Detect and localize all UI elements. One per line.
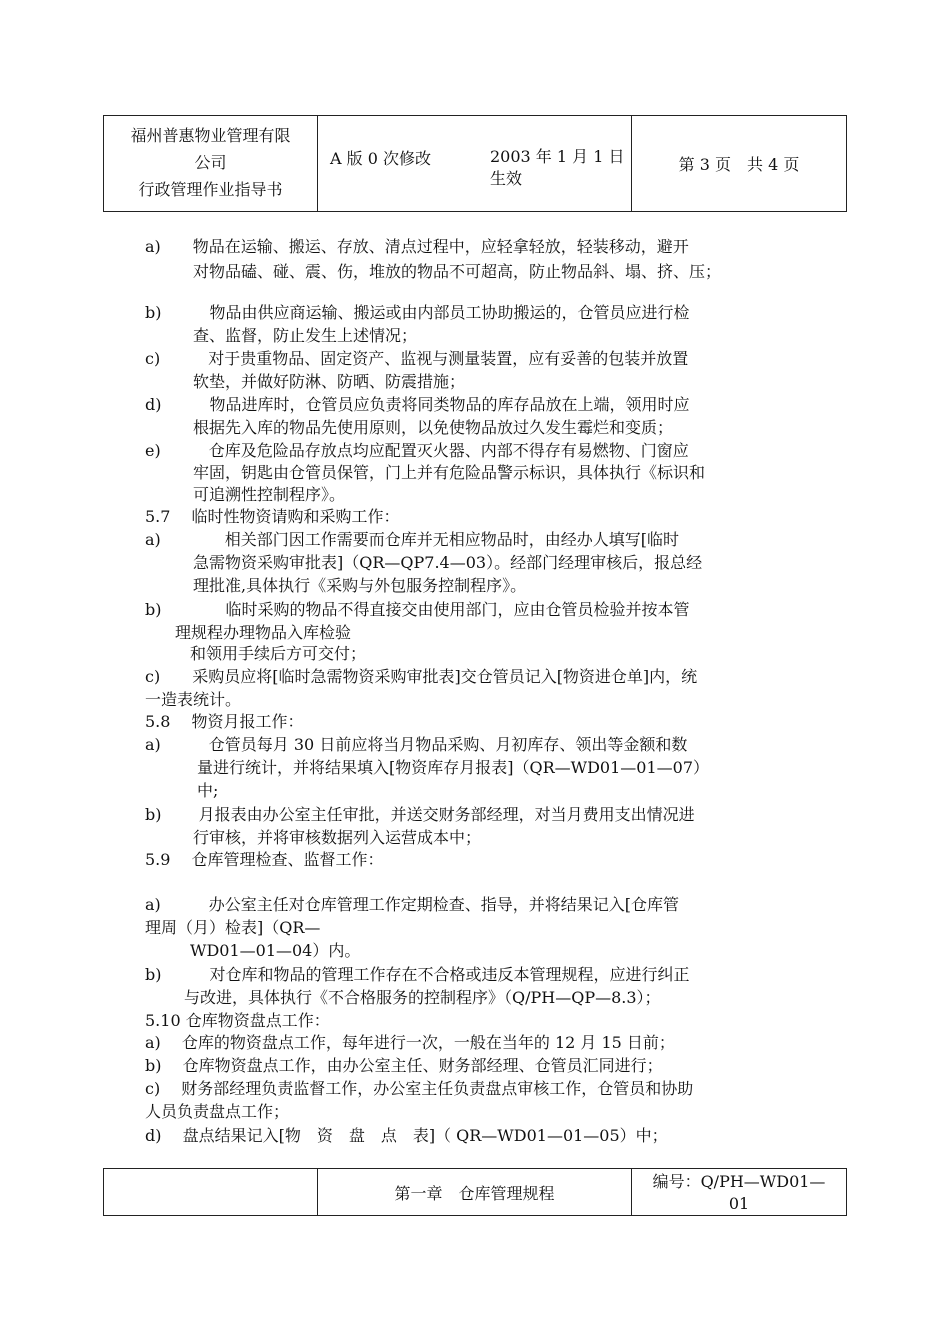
body-line: a) 物品在运输、搬运、存放、清点过程中，应轻拿轻放，轻装移动，避开 bbox=[145, 237, 689, 256]
body-line: 可追溯性控制程序》。 bbox=[193, 485, 346, 504]
body-line: 软垫，并做好防淋、防晒、防震措施； bbox=[193, 372, 466, 391]
body-line: b) 仓库物资盘点工作，由办公室主任、财务部经理、仓管员汇同进行； bbox=[145, 1056, 663, 1075]
header-version-cell bbox=[318, 116, 632, 211]
body-line: 理规程办理物品入库检验 bbox=[175, 623, 352, 642]
body-line: 理批准,具体执行《采购与外包服务控制程序》。 bbox=[193, 576, 527, 595]
body-line: b) 月报表由办公室主任审批，并送交财务部经理，对当月费用支出情况进 bbox=[145, 805, 695, 824]
body-line: d) 物品进库时，仓管员应负责将同类物品的库存品放在上端，领用时应 bbox=[145, 395, 690, 414]
body-line: a) 办公室主任对仓库管理工作定期检查、指导，并将结果记入[仓库管 bbox=[145, 895, 680, 914]
footer-code-cell bbox=[632, 1169, 846, 1217]
footer-table bbox=[103, 1168, 847, 1216]
footer-empty-cell bbox=[104, 1169, 318, 1215]
company-name-line2: 公司 bbox=[194, 153, 227, 172]
company-name-line1: 福州普惠物业管理有限 bbox=[130, 126, 291, 145]
body-line: 急需物资采购审批表]（QR—QP7.4—03）。经部门经理审核后，报总经 bbox=[193, 553, 703, 572]
body-line: a) 仓管员每月 30 日前应将当月物品采购、月初库存、领出等金额和数 bbox=[145, 735, 688, 754]
body-line: e) 仓库及危险品存放点均应配置灭火器、内部不得存有易燃物、门窗应 bbox=[145, 441, 689, 460]
body-line: 量进行统计，并将结果填入[物资库存月报表]（QR—WD01—01—07） bbox=[197, 758, 710, 777]
body-line: 和领用手续后方可交付； bbox=[190, 644, 367, 663]
body-line: WD01—01—04）内。 bbox=[190, 941, 361, 960]
body-line: 人员负责盘点工作； bbox=[145, 1102, 290, 1121]
effective-date-line2: 生效 bbox=[490, 169, 523, 188]
effective-date bbox=[490, 146, 630, 190]
document-code-line1: 编号：Q/PH—WD01— bbox=[652, 1172, 826, 1191]
body-line: 牢固，钥匙由仓管员保管，门上并有危险品警示标识，具体执行《标识和 bbox=[193, 463, 706, 482]
body-line: 理周（月）检表]（QR— bbox=[145, 918, 321, 937]
body-line: c) 采购员应将[临时急需物资采购审批表]交仓管员记入[物资进仓单]内，统 bbox=[145, 667, 698, 686]
header-company-cell bbox=[104, 116, 318, 211]
header-table bbox=[103, 115, 847, 212]
body-line: a) 仓库的物资盘点工作，每年进行一次，一般在当年的 12 月 15 日前； bbox=[145, 1033, 675, 1052]
page-number: 第 3 页 共 4 页 bbox=[678, 155, 800, 174]
body-line: c) 财务部经理负责监督工作，办公室主任负责盘点审核工作，仓管员和协助 bbox=[145, 1079, 694, 1098]
body-line: b) 对仓库和物品的管理工作存在不合格或违反本管理规程，应进行纠正 bbox=[145, 965, 690, 984]
header-page-cell bbox=[632, 116, 846, 211]
effective-date-line1: 2003 年 1 月 1 日 bbox=[490, 147, 625, 166]
section-heading: 5.7 临时性物资请购和采购工作： bbox=[145, 507, 400, 526]
chapter-title: 第一章 仓库管理规程 bbox=[394, 1183, 555, 1203]
body-line: 查、监督，防止发生上述情况； bbox=[193, 326, 418, 345]
body-line: b) 物品由供应商运输、搬运或由内部员工协助搬运的，仓管员应进行检 bbox=[145, 303, 690, 322]
body-line: 中; bbox=[197, 781, 219, 800]
body-line: 一造表统计。 bbox=[145, 690, 242, 709]
body-line: c) 对于贵重物品、固定资产、监视与测量装置，应有妥善的包装并放置 bbox=[145, 349, 689, 368]
body-line: 与改进，具体执行《不合格服务的控制程序》（Q/PH—QP—8.3）； bbox=[184, 988, 661, 1007]
body-line: d) 盘点结果记入[物 资 盘 点 表]（ QR—WD01—01—05）中； bbox=[145, 1126, 668, 1145]
section-heading: 5.10 仓库物资盘点工作： bbox=[145, 1011, 330, 1030]
footer-chapter-cell bbox=[318, 1169, 632, 1215]
section-heading: 5.8 物资月报工作： bbox=[145, 712, 304, 731]
version-label: A 版 0 次修改 bbox=[330, 149, 431, 168]
body-line: 根据先入库的物品先使用原则，以免使物品放过久发生霉烂和变质； bbox=[193, 418, 674, 437]
section-heading: 5.9 仓库管理检查、监督工作： bbox=[145, 850, 384, 869]
body-line: 行审核，并将审核数据列入运营成本中； bbox=[193, 828, 482, 847]
document-code-line2: 01 bbox=[728, 1194, 750, 1213]
body-line: b) 临时采购的物品不得直接交由使用部门，应由仓管员检验并按本管 bbox=[145, 600, 690, 619]
document-type: 行政管理作业指导书 bbox=[138, 180, 283, 199]
body-line: a) 相关部门因工作需要而仓库并无相应物品时，由经办人填写[临时 bbox=[145, 530, 680, 549]
body-line: 对物品磕、碰、震、伤，堆放的物品不可超高，防止物品斜、塌、挤、压； bbox=[193, 262, 722, 281]
